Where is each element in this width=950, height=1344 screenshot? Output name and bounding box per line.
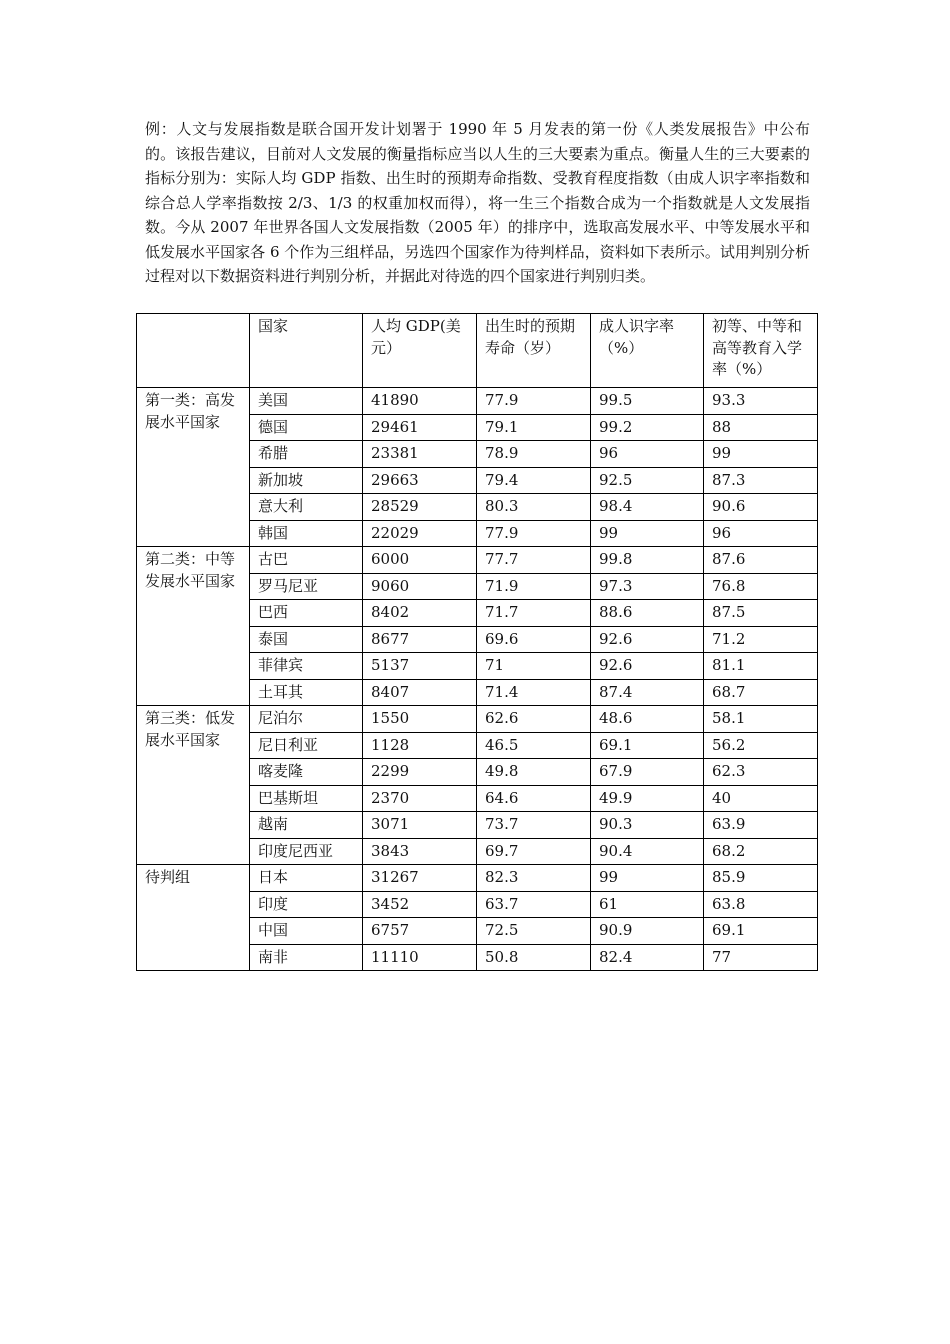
life-expectancy-cell: 46.5: [477, 732, 591, 759]
gdp-cell: 23381: [363, 441, 477, 468]
data-table: [136, 313, 818, 971]
life-expectancy-cell: 77.7: [477, 547, 591, 574]
literacy-cell: 48.6: [591, 706, 704, 733]
life-expectancy-cell: 73.7: [477, 812, 591, 839]
life-expectancy-cell: 64.6: [477, 785, 591, 812]
gdp-cell: 6757: [363, 918, 477, 945]
country-cell: 巴西: [250, 600, 363, 627]
literacy-cell: 90.4: [591, 838, 704, 865]
country-cell: 德国: [250, 414, 363, 441]
enrollment-cell: 76.8: [704, 573, 818, 600]
literacy-cell: 99: [591, 865, 704, 892]
literacy-cell: 99.5: [591, 388, 704, 415]
header-cell-gdp: 人均 GDP(美元）: [363, 314, 477, 388]
country-cell: 新加坡: [250, 467, 363, 494]
header-row: [137, 314, 818, 388]
life-expectancy-cell: 82.3: [477, 865, 591, 892]
header-cell-country: 国家: [250, 314, 363, 388]
literacy-cell: 88.6: [591, 600, 704, 627]
life-expectancy-cell: 63.7: [477, 891, 591, 918]
enrollment-cell: 93.3: [704, 388, 818, 415]
header-cell-life-expectancy: 出生时的预期寿命（岁）: [477, 314, 591, 388]
gdp-cell: 22029: [363, 520, 477, 547]
country-cell: 日本: [250, 865, 363, 892]
literacy-cell: 99.2: [591, 414, 704, 441]
gdp-cell: 11110: [363, 944, 477, 971]
enrollment-cell: 87.6: [704, 547, 818, 574]
life-expectancy-cell: 80.3: [477, 494, 591, 521]
gdp-cell: 6000: [363, 547, 477, 574]
gdp-cell: 3071: [363, 812, 477, 839]
literacy-cell: 87.4: [591, 679, 704, 706]
gdp-cell: 8402: [363, 600, 477, 627]
country-cell: 中国: [250, 918, 363, 945]
enrollment-cell: 71.2: [704, 626, 818, 653]
gdp-cell: 28529: [363, 494, 477, 521]
country-cell: 美国: [250, 388, 363, 415]
literacy-cell: 96: [591, 441, 704, 468]
life-expectancy-cell: 69.6: [477, 626, 591, 653]
country-cell: 韩国: [250, 520, 363, 547]
literacy-cell: 92.5: [591, 467, 704, 494]
enrollment-cell: 68.2: [704, 838, 818, 865]
enrollment-cell: 88: [704, 414, 818, 441]
literacy-cell: 61: [591, 891, 704, 918]
enrollment-cell: 68.7: [704, 679, 818, 706]
literacy-cell: 67.9: [591, 759, 704, 786]
table-row: [137, 865, 818, 892]
enrollment-cell: 58.1: [704, 706, 818, 733]
enrollment-cell: 90.6: [704, 494, 818, 521]
enrollment-cell: 69.1: [704, 918, 818, 945]
country-cell: 古巴: [250, 547, 363, 574]
literacy-cell: 99.8: [591, 547, 704, 574]
header-cell-enrollment: 初等、中等和高等教育入学率（%）: [704, 314, 818, 388]
life-expectancy-cell: 69.7: [477, 838, 591, 865]
literacy-cell: 99: [591, 520, 704, 547]
country-cell: 印度尼西亚: [250, 838, 363, 865]
literacy-cell: 97.3: [591, 573, 704, 600]
country-cell: 泰国: [250, 626, 363, 653]
intro-paragraph: 例：人文与发展指数是联合国开发计划署于 1990 年 5 月发表的第一份《人类发展报告》中公布的。该报告建议，目前对人文发展的衡量指标应当以人生的三大要素为重点。衡量人生的三大要素的指标分别为：实际人均 GDP 指数、出生时的预期寿命指数、受教育程度指数（由成人识字率指数和综合总人学率指数按 2/3、1/3 的权重加权而得），将一生三个指数合成为一个指数就是人文发展指数。今从 2007 年世界各国人文发展指数（2005 年）的排序中，选取高发展水平、中等发展水平和低发展水平国家各 6 个作为三组样品，另选四个国家作为待判样品，资料如下表所示。试用判别分析过程对以下数据资料进行判别分析，并据此对待选的四个国家进行判别归类。: [145, 120, 810, 285]
literacy-cell: 90.3: [591, 812, 704, 839]
enrollment-cell: 85.9: [704, 865, 818, 892]
life-expectancy-cell: 79.4: [477, 467, 591, 494]
table-row: [137, 388, 818, 415]
gdp-cell: 3843: [363, 838, 477, 865]
enrollment-cell: 40: [704, 785, 818, 812]
group-label-cell: 第三类：低发展水平国家: [137, 706, 250, 865]
literacy-cell: 98.4: [591, 494, 704, 521]
country-cell: 印度: [250, 891, 363, 918]
country-cell: 罗马尼亚: [250, 573, 363, 600]
enrollment-cell: 62.3: [704, 759, 818, 786]
gdp-cell: 5137: [363, 653, 477, 680]
gdp-cell: 9060: [363, 573, 477, 600]
literacy-cell: 82.4: [591, 944, 704, 971]
life-expectancy-cell: 71.7: [477, 600, 591, 627]
gdp-cell: 2299: [363, 759, 477, 786]
life-expectancy-cell: 77.9: [477, 388, 591, 415]
header-cell-literacy: 成人识字率（%）: [591, 314, 704, 388]
gdp-cell: 8407: [363, 679, 477, 706]
life-expectancy-cell: 72.5: [477, 918, 591, 945]
table-row: [137, 547, 818, 574]
literacy-cell: 49.9: [591, 785, 704, 812]
table-row: [137, 706, 818, 733]
country-cell: 意大利: [250, 494, 363, 521]
country-cell: 土耳其: [250, 679, 363, 706]
gdp-cell: 8677: [363, 626, 477, 653]
literacy-cell: 90.9: [591, 918, 704, 945]
life-expectancy-cell: 78.9: [477, 441, 591, 468]
gdp-cell: 1550: [363, 706, 477, 733]
country-cell: 尼泊尔: [250, 706, 363, 733]
country-cell: 菲律宾: [250, 653, 363, 680]
gdp-cell: 41890: [363, 388, 477, 415]
gdp-cell: 29461: [363, 414, 477, 441]
enrollment-cell: 81.1: [704, 653, 818, 680]
enrollment-cell: 99: [704, 441, 818, 468]
enrollment-cell: 87.3: [704, 467, 818, 494]
life-expectancy-cell: 71.4: [477, 679, 591, 706]
life-expectancy-cell: 79.1: [477, 414, 591, 441]
enrollment-cell: 63.8: [704, 891, 818, 918]
life-expectancy-cell: 71.9: [477, 573, 591, 600]
enrollment-cell: 96: [704, 520, 818, 547]
country-cell: 喀麦隆: [250, 759, 363, 786]
life-expectancy-cell: 71: [477, 653, 591, 680]
enrollment-cell: 63.9: [704, 812, 818, 839]
country-cell: 尼日利亚: [250, 732, 363, 759]
gdp-cell: 31267: [363, 865, 477, 892]
country-cell: 南非: [250, 944, 363, 971]
life-expectancy-cell: 49.8: [477, 759, 591, 786]
life-expectancy-cell: 77.9: [477, 520, 591, 547]
group-label-cell: 第一类：高发展水平国家: [137, 388, 250, 547]
group-label-cell: 待判组: [137, 865, 250, 971]
country-cell: 越南: [250, 812, 363, 839]
table-body: [137, 388, 818, 971]
literacy-cell: 92.6: [591, 653, 704, 680]
enrollment-cell: 77: [704, 944, 818, 971]
group-label-cell: 第二类：中等发展水平国家: [137, 547, 250, 706]
gdp-cell: 2370: [363, 785, 477, 812]
country-cell: 希腊: [250, 441, 363, 468]
literacy-cell: 69.1: [591, 732, 704, 759]
country-cell: 巴基斯坦: [250, 785, 363, 812]
enrollment-cell: 56.2: [704, 732, 818, 759]
enrollment-cell: 87.5: [704, 600, 818, 627]
header-cell-group: [137, 314, 250, 388]
gdp-cell: 1128: [363, 732, 477, 759]
gdp-cell: 3452: [363, 891, 477, 918]
gdp-cell: 29663: [363, 467, 477, 494]
literacy-cell: 92.6: [591, 626, 704, 653]
life-expectancy-cell: 50.8: [477, 944, 591, 971]
life-expectancy-cell: 62.6: [477, 706, 591, 733]
